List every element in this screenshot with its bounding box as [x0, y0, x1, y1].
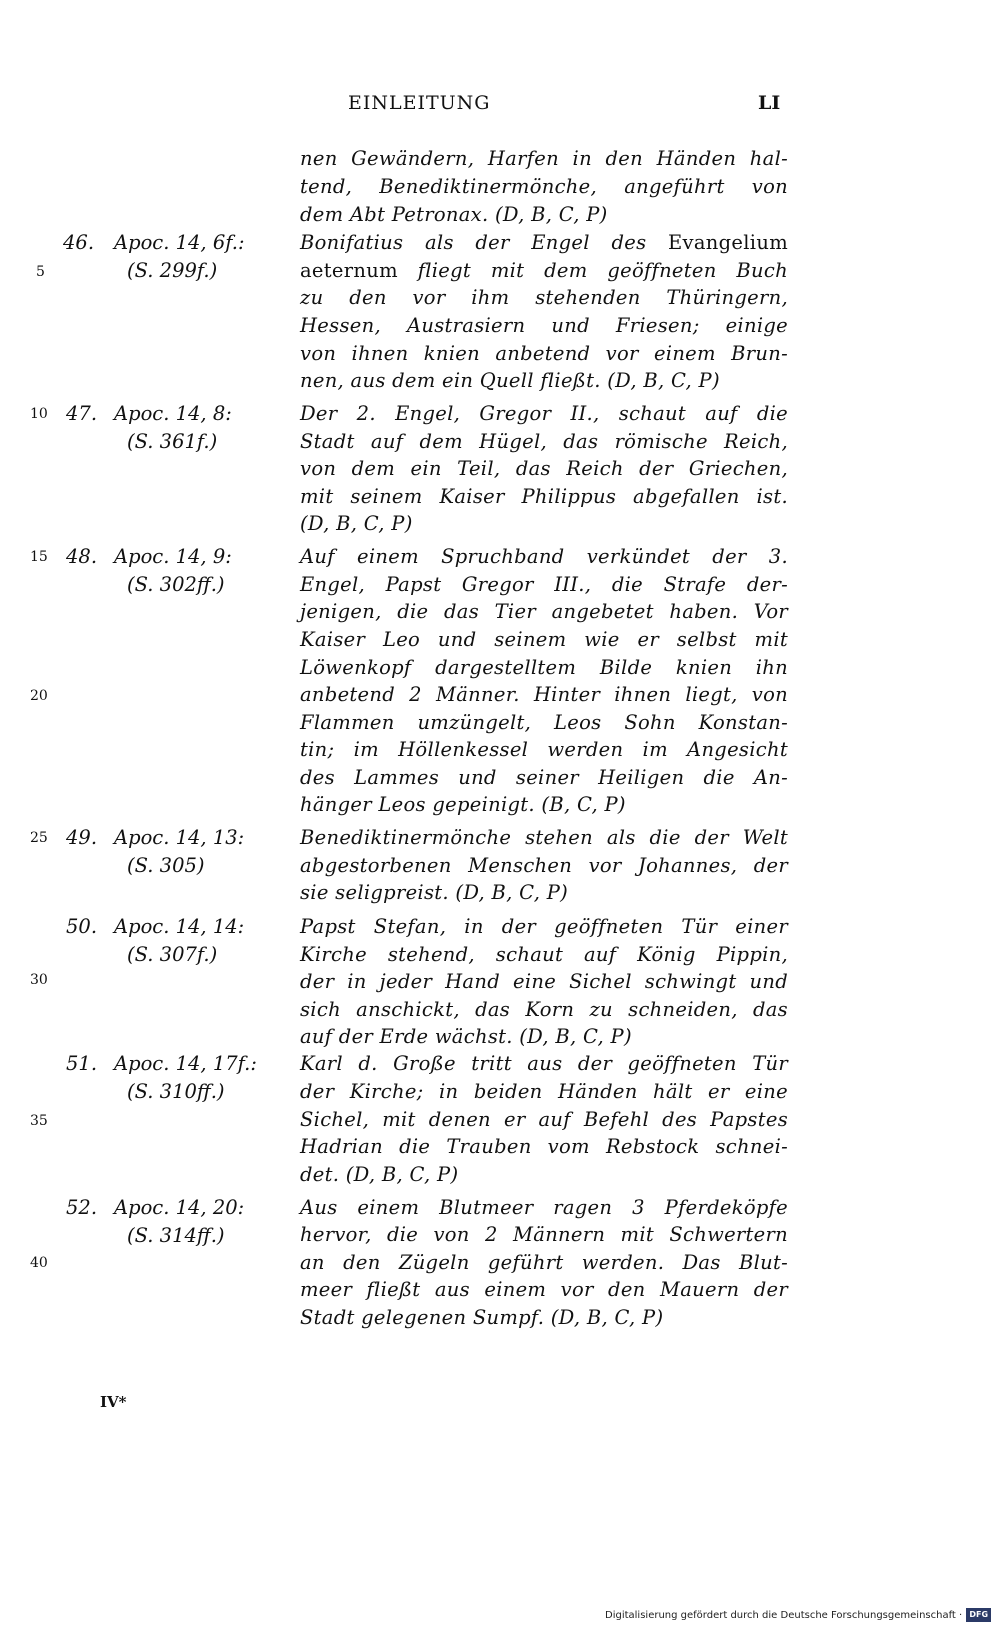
entry-reference: Apoc. 14, 8: [114, 402, 232, 425]
line-number: 40 [30, 1255, 48, 1271]
text-line: Papst Stefan, in der geöffneten Tür einer [300, 915, 788, 938]
line-number: 20 [30, 688, 48, 704]
entry-number: 50. [66, 915, 98, 938]
text-line: mit seinem Kaiser Philippus abgefallen ist. [300, 485, 788, 508]
line-number: 25 [30, 830, 48, 846]
page-header [0, 92, 1000, 122]
entry-number: 49. [66, 826, 98, 849]
text-line: jenigen, die das Tier angebetet haben. Vor [300, 600, 788, 623]
text-line: hänger Leos gepeinigt. (B, C, P) [300, 793, 626, 816]
line-number: 30 [30, 972, 48, 988]
text-line: Bonifatius als der Engel des Evangelium [300, 231, 788, 254]
entry-reference: Apoc. 14, 20: [114, 1196, 245, 1219]
entry-page-reference: (S. 302ff.) [127, 573, 225, 596]
entry-page-reference: (S. 305) [127, 854, 205, 877]
text-line: von ihnen knien anbetend vor einem Brun- [300, 342, 788, 365]
running-title: EINLEITUNG [348, 92, 491, 114]
text-line: abgestorbenen Menschen vor Johannes, der [300, 854, 788, 877]
text-line: Stadt auf dem Hügel, das römische Reich, [300, 430, 788, 453]
text-line: des Lammes und seiner Heiligen die An- [300, 766, 788, 789]
text-line: dem Abt Petronax. (D, B, C, P) [300, 203, 608, 226]
text-line: anbetend 2 Männer. Hinter ihnen liegt, von [300, 683, 788, 706]
text-line: sie seligpreist. (D, B, C, P) [300, 881, 569, 904]
entry-reference: Apoc. 14, 14: [114, 915, 245, 938]
text-line: nen Gewändern, Harfen in den Händen hal- [300, 147, 788, 170]
entry-reference: Apoc. 14, 9: [114, 545, 232, 568]
text-line: (D, B, C, P) [300, 512, 413, 535]
text-line: hervor, die von 2 Männern mit Schwertern [300, 1223, 788, 1246]
line-number: 10 [30, 406, 48, 422]
text-line: Flammen umzüngelt, Leos Sohn Konstan- [300, 711, 788, 734]
text-line: von dem ein Teil, das Reich der Griechen, [300, 457, 788, 480]
text-line: nen, aus dem ein Quell fließt. (D, B, C, P) [300, 369, 720, 392]
text-line: aeternum fliegt mit dem geöffneten Buch [300, 259, 788, 282]
entry-page-reference: (S. 299f.) [127, 259, 218, 282]
text-line: Sichel, mit denen er auf Befehl des Papstes [300, 1108, 788, 1131]
text-line: Hessen, Austrasiern und Friesen; einige [300, 314, 788, 337]
text-line: Kirche stehend, schaut auf König Pippin, [300, 943, 788, 966]
entry-page-reference: (S. 361f.) [127, 430, 218, 453]
text-line: Aus einem Blutmeer ragen 3 Pferdeköpfe [300, 1196, 788, 1219]
entry-page-reference: (S. 307f.) [127, 943, 218, 966]
text-line: tin; im Höllenkessel werden im Angesicht [300, 738, 788, 761]
text-line: Der 2. Engel, Gregor II., schaut auf die [300, 402, 788, 425]
line-number: 35 [30, 1113, 48, 1129]
text-line: auf der Erde wächst. (D, B, C, P) [300, 1025, 632, 1048]
text-line: der Kirche; in beiden Händen hält er eine [300, 1080, 788, 1103]
entry-number: 51. [66, 1052, 98, 1075]
text-line: an den Zügeln geführt werden. Das Blut- [300, 1251, 788, 1274]
text-line: Löwenkopf dargestelltem Bilde knien ihn [300, 656, 788, 679]
text-line: sich anschickt, das Korn zu schneiden, das [300, 998, 788, 1021]
entry-reference: Apoc. 14, 17f.: [114, 1052, 257, 1075]
entry-number: 47. [66, 402, 98, 425]
footer-credit [605, 1607, 991, 1623]
text-line: Benediktinermönche stehen als die der Welt [300, 826, 788, 849]
text-line: der in jeder Hand eine Sichel schwingt und [300, 970, 788, 993]
line-number: 15 [30, 549, 48, 565]
page-number: LI [758, 92, 781, 114]
line-number: 5 [36, 264, 45, 280]
entry-number: 52. [66, 1196, 98, 1219]
entry-number: 48. [66, 545, 98, 568]
sheet-signature: IV* [100, 1393, 127, 1411]
entry-page-reference: (S. 310ff.) [127, 1080, 225, 1103]
text-line: Stadt gelegenen Sumpf. (D, B, C, P) [300, 1306, 664, 1329]
footer-text: Digitalisierung gefördert durch die Deutsche Forschungsgemeinschaft · [605, 1609, 963, 1621]
text-line: meer fließt aus einem vor den Mauern der [300, 1278, 788, 1301]
text-line: Kaiser Leo und seinem wie er selbst mit [300, 628, 788, 651]
entry-reference: Apoc. 14, 13: [114, 826, 245, 849]
text-line: det. (D, B, C, P) [300, 1163, 459, 1186]
text-line: zu den vor ihm stehenden Thüringern, [300, 286, 788, 309]
text-line: Engel, Papst Gregor III., die Strafe der- [300, 573, 788, 596]
text-line: tend, Benediktinermönche, angeführt von [300, 175, 788, 198]
text-line: Karl d. Große tritt aus der geöffneten Tür [300, 1052, 788, 1075]
entry-reference: Apoc. 14, 6f.: [114, 231, 245, 254]
dfg-logo: DFG [966, 1608, 991, 1622]
entry-number: 46. [63, 231, 95, 254]
entry-page-reference: (S. 314ff.) [127, 1224, 225, 1247]
text-line: Hadrian die Trauben vom Rebstock schnei- [300, 1135, 788, 1158]
text-line: Auf einem Spruchband verkündet der 3. [300, 545, 788, 568]
